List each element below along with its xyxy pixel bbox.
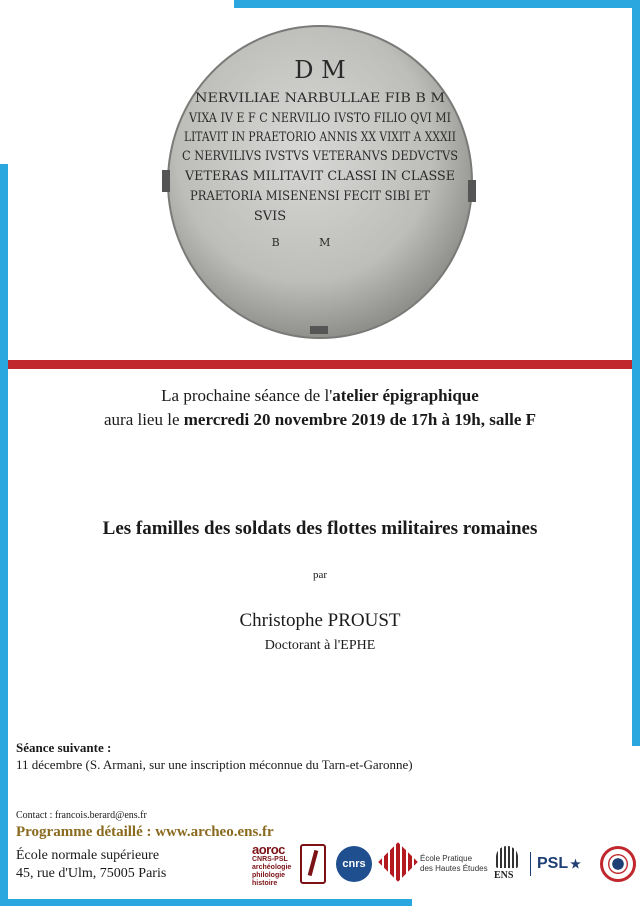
quill-icon (300, 844, 326, 884)
cnrs-logo: cnrs (336, 846, 372, 882)
inscription-line: LITAVIT IN PRAETORIO ANNIS XX VIXIT A XXXII (184, 130, 456, 145)
aoroc-sub-3: philologie (252, 872, 286, 879)
aoroc-logo (248, 840, 332, 888)
psl-label: PSL (537, 855, 569, 872)
aoroc-sub-2: archéologie (252, 864, 292, 871)
ens-logo (492, 840, 522, 888)
inscription-stele-image (160, 20, 480, 342)
psl-divider (530, 852, 531, 876)
psl-logo (530, 840, 588, 888)
partner-logos (248, 840, 640, 888)
talk-title: Les familles des soldats des flottes militaires romaines (102, 518, 538, 539)
speaker-role: Doctorant à l'EPHE (264, 638, 376, 653)
inscription-line: D M (294, 56, 346, 84)
inscription-line: C NERVILIVS IVSTVS VETERANVS DEDVCTVS (182, 149, 458, 164)
announcement-text: La prochaine séance de l' (161, 386, 333, 405)
aoroc-name: aoroc (252, 842, 285, 857)
announcement-text: aura lieu le (103, 410, 184, 429)
address-line-1: École normale supérieure (16, 848, 160, 863)
inscription-line: VIXA IV E F C NERVILIO IVSTO FILIO QVI MI (188, 111, 451, 126)
university-seal-logo (600, 846, 636, 882)
ephe-name (420, 854, 488, 874)
blue-frame-bottom (0, 899, 412, 906)
programme-link[interactable]: Programme détaillé : www.archeo.ens.fr (16, 824, 274, 840)
blue-frame-right (632, 0, 640, 746)
workshop-name: atelier épigraphique (332, 386, 479, 405)
next-session-label: Séance suivante : (16, 740, 112, 755)
ens-dome-icon (496, 846, 518, 868)
contact-email[interactable]: Contact : francois.berard@ens.fr (16, 810, 147, 821)
inscription-line: NERVILIAE NARBULLAE FIB B M (195, 91, 445, 106)
aoroc-sub-4: histoire (252, 880, 278, 887)
aoroc-subtitle (252, 856, 291, 888)
aoroc-sub-1: CNRS-PSL (252, 856, 288, 863)
session-date-time: mercredi 20 novembre 2019 de 17h à 19h, salle F (183, 410, 537, 429)
by-label: par (312, 569, 328, 581)
inscription-line: PRAETORIA MISENENSI FECIT SIBI ET (190, 189, 431, 204)
ephe-logo (378, 840, 488, 888)
announcement-line-1 (0, 385, 640, 406)
red-divider (8, 360, 632, 369)
address-line-2: 45, rue d'Ulm, 75005 Paris (16, 866, 167, 881)
seal-emblem-icon (608, 854, 628, 874)
announcement-line-2 (0, 409, 640, 430)
ephe-line-1: École Pratique (420, 854, 473, 863)
inscription-line: B M (271, 236, 349, 249)
ens-label: ENS (494, 870, 514, 881)
ephe-line-2: des Hautes Études (420, 864, 488, 873)
blue-frame-top (234, 0, 640, 8)
speaker-name: Christophe PROUST (239, 610, 401, 631)
inscription-line: SVIS (253, 209, 287, 224)
ephe-diamond-icon (378, 842, 418, 882)
inscription-line: VETERAS MILITAVIT CLASSI IN CLASSE (184, 169, 456, 184)
star-icon: ★ (570, 857, 581, 871)
next-session-value: 11 décembre (S. Armani, sur une inscription méconnue du Tarn-et-Garonne) (16, 757, 413, 772)
